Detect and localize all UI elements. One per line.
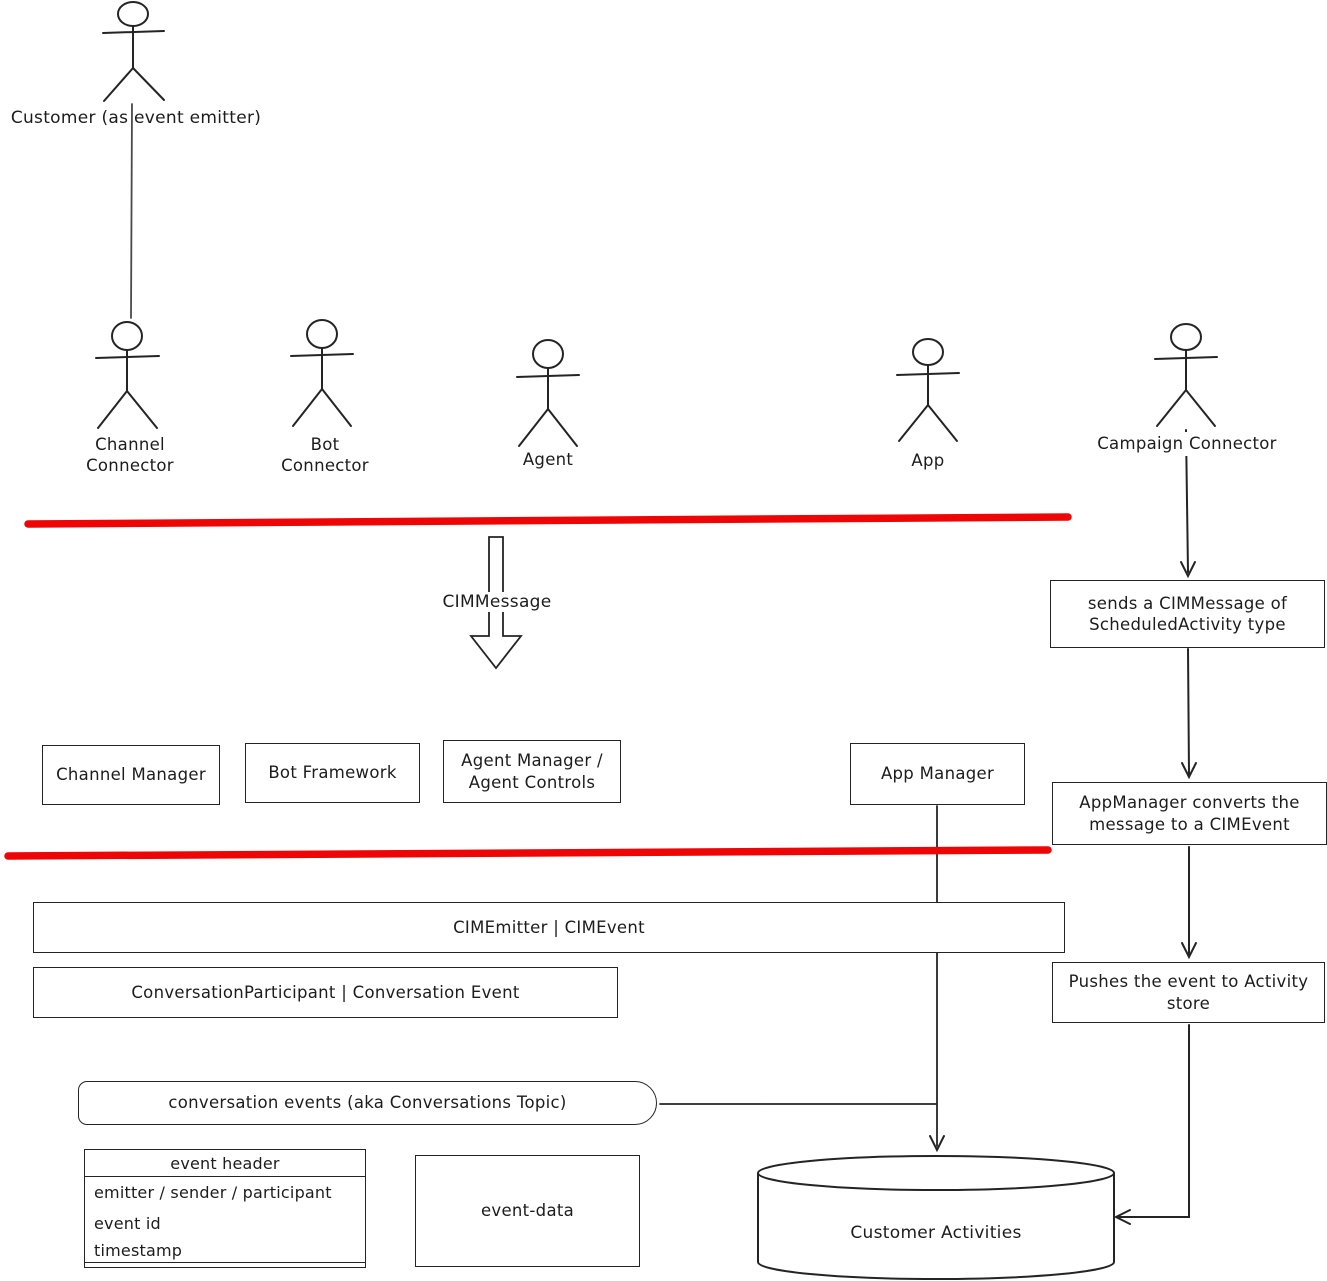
boundary-red-line-bottom bbox=[8, 850, 1048, 856]
event-data-box: event-data bbox=[415, 1155, 640, 1267]
app-label: App bbox=[911, 451, 945, 471]
channel-manager-box: Channel Manager bbox=[42, 745, 220, 805]
bot-framework-box: Bot Framework bbox=[245, 743, 420, 803]
pushes-event-box: Pushes the event to Activity store bbox=[1052, 962, 1325, 1023]
channel-connector-label: Channel Connector bbox=[86, 434, 174, 475]
agent-manager-box: Agent Manager / Agent Controls bbox=[443, 740, 621, 803]
sends-cimmessage-box: sends a CIMMessage of ScheduledActivity type bbox=[1050, 580, 1325, 648]
appmanager-converts-box: AppManager converts the message to a CIMEvent bbox=[1052, 782, 1327, 845]
customer-actor-label: Customer (as event emitter) bbox=[10, 107, 262, 128]
event-header-table bbox=[84, 1149, 366, 1268]
sends-to-converts-arrow bbox=[1188, 649, 1189, 774]
app-manager-box: App Manager bbox=[850, 743, 1025, 805]
customer-activities-cylinder bbox=[758, 1156, 1114, 1279]
customer-activities-label: Customer Activities bbox=[850, 1222, 1022, 1243]
bot-connector-label: Bot Connector bbox=[281, 434, 369, 475]
event-header-row-timestamp: timestamp bbox=[85, 1238, 365, 1263]
event-header-title: event header bbox=[85, 1150, 365, 1177]
channel-connector-actor-icon bbox=[96, 322, 159, 428]
event-header-row-participant: emitter / sender / participant bbox=[94, 1183, 332, 1202]
pushes-to-store-arrow bbox=[1119, 1025, 1189, 1217]
agent-actor-icon bbox=[517, 340, 579, 446]
customer-actor-icon bbox=[103, 2, 164, 101]
campaign-connector-actor-icon bbox=[1155, 324, 1217, 426]
app-actor-icon bbox=[897, 339, 959, 441]
bot-connector-actor-icon bbox=[291, 320, 353, 426]
customer-lifeline bbox=[131, 104, 132, 318]
boundary-red-line-top bbox=[28, 517, 1068, 524]
event-header-row-event-id: event id bbox=[94, 1213, 161, 1233]
conversations-topic-pill: conversation events (aka Conversations Topic) bbox=[78, 1081, 657, 1125]
agent-label: Agent bbox=[522, 450, 574, 470]
conversation-participant-box: ConversationParticipant | Conversation Event bbox=[33, 967, 618, 1018]
campaign-connector-label: Campaign Connector bbox=[1090, 432, 1284, 456]
cim-emitter-box: CIMEmitter | CIMEvent bbox=[33, 902, 1065, 953]
cim-message-label: CIMMessage bbox=[420, 592, 574, 612]
